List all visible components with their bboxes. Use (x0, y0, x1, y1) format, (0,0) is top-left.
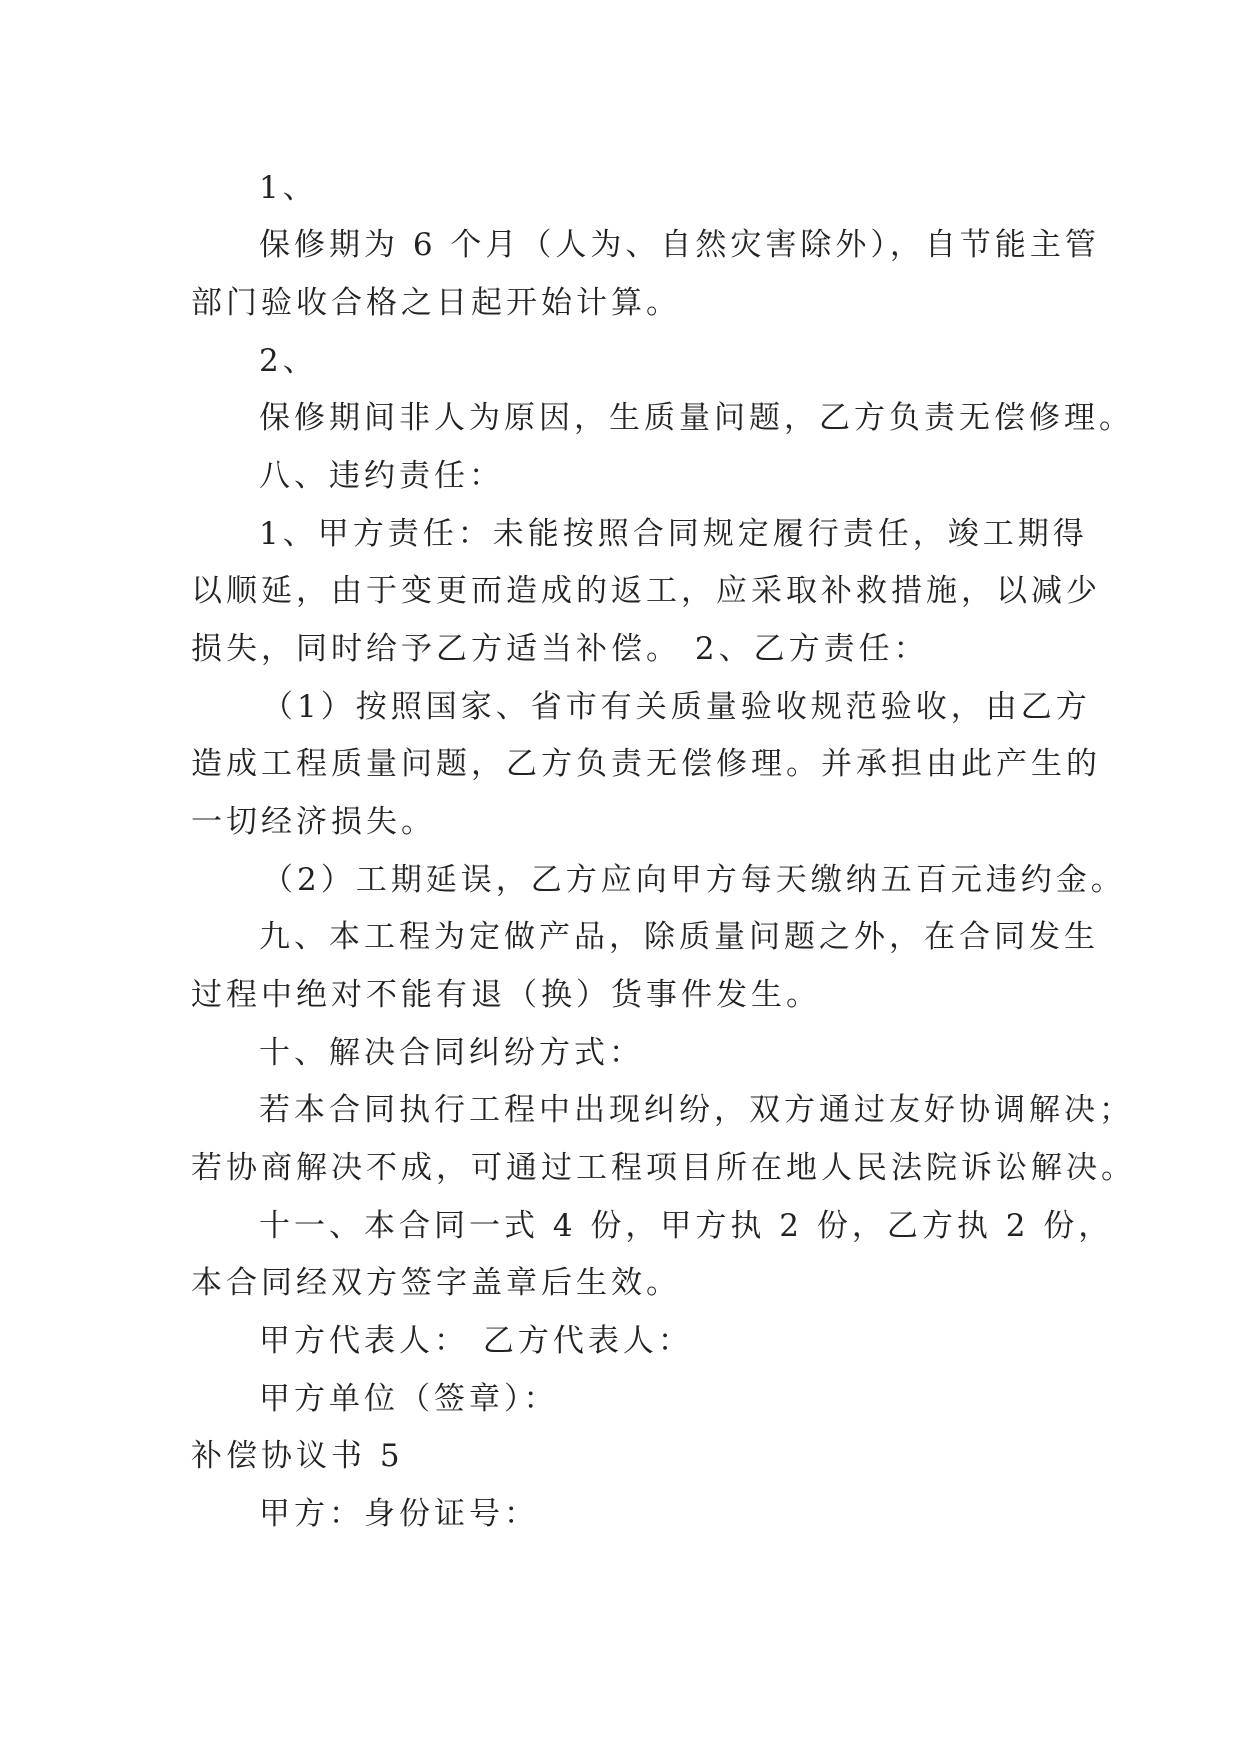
representatives-line: 甲方代表人： 乙方代表人： (259, 1323, 693, 1359)
clause-8-subitem-1-line-3: 一切经济损失。 (191, 804, 436, 840)
clause-9-line-2: 过程中绝对不能有退（换）货事件发生。 (191, 977, 821, 1013)
clause-8-subitem-1-line-1: （1）按照国家、省市有关质量验收规范验收，由乙方 (262, 689, 1091, 725)
clause-9-line-1: 九、本工程为定做产品，除质量问题之外，在合同发生 (259, 919, 1099, 955)
clause-8-item-1-line-2: 以顺延，由于变更而造成的返工，应采取补救措施，以减少 (191, 573, 1101, 609)
party-a-id-line: 甲方：身份证号： (259, 1496, 539, 1532)
clause-7-item-1-text-line-2: 部门验收合格之日起开始计算。 (191, 285, 681, 321)
clause-10-heading: 十、解决合同纠纷方式： (259, 1035, 644, 1071)
clause-7-item-2-text: 保修期间非人为原因，生质量问题，乙方负责无偿修理。 (259, 400, 1134, 436)
clause-11-line-2: 本合同经双方签字盖章后生效。 (191, 1265, 681, 1301)
agreement-5-title: 补偿协议书 5 (191, 1438, 404, 1474)
clause-10-text-line-2: 若协商解决不成，可通过工程项目所在地人民法院诉讼解决。 (191, 1150, 1136, 1186)
clause-7-item-2-number: 2、 (259, 343, 318, 379)
clause-7-item-1-number: 1、 (259, 170, 318, 206)
clause-10-text-line-1: 若本合同执行工程中出现纠纷，双方通过友好协调解决； (259, 1092, 1134, 1128)
clause-11-line-1: 十一、本合同一式 4 份，甲方执 2 份，乙方执 2 份， (259, 1208, 1114, 1244)
clause-8-item-1-line-1: 1、甲方责任：未能按照合同规定履行责任，竣工期得 (259, 516, 1088, 552)
clause-8-subitem-2: （2）工期延误，乙方应向甲方每天缴纳五百元违约金。 (262, 862, 1126, 898)
clause-8-subitem-1-line-2: 造成工程质量问题，乙方负责无偿修理。并承担由此产生的 (191, 746, 1101, 782)
party-a-seal-line: 甲方单位（签章）： (259, 1381, 559, 1417)
clause-7-item-1-text-line-1: 保修期为 6 个月（人为、自然灾害除外），自节能主管 (259, 227, 1100, 263)
clause-8-item-1-line-3: 损失，同时给予乙方适当补偿。 2、乙方责任： (191, 631, 929, 667)
clause-8-heading: 八、违约责任： (259, 458, 504, 494)
